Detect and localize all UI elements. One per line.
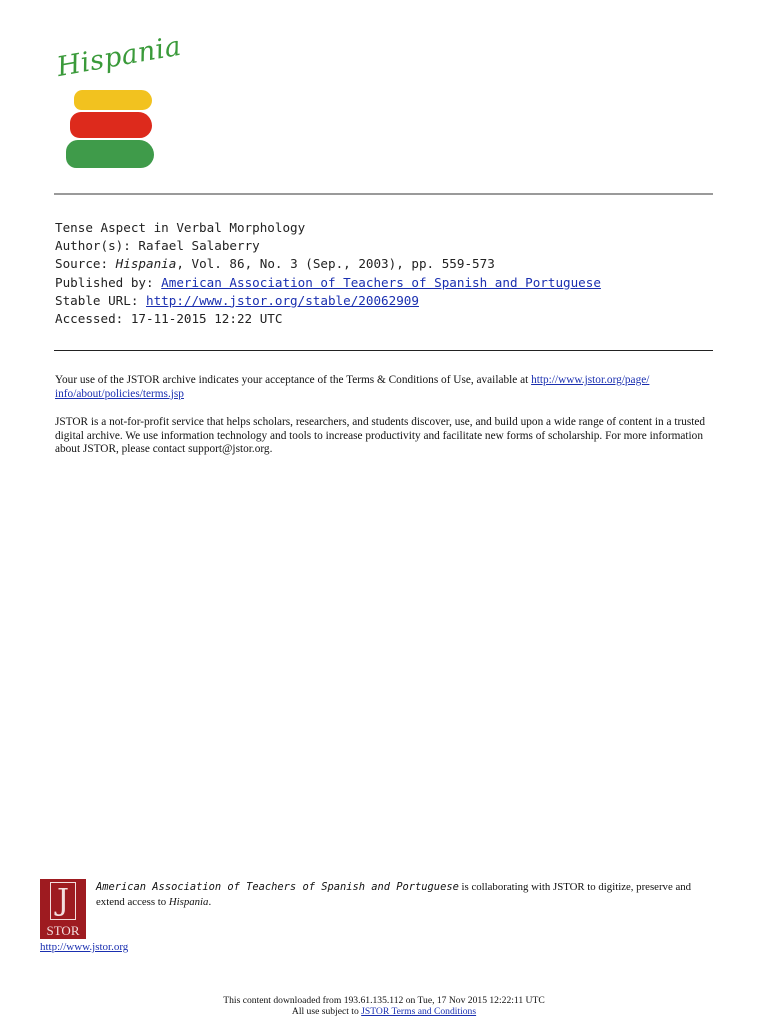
published-label: Published by: (55, 274, 154, 290)
about-jstor-paragraph: JSTOR is a not-for-profit service that helps scholars, researchers, and students discover, use, and build upon a wide range of content in a trusted digital archive. We use information technology and tools to increase productivity and facilitate new forms of scholarship. For more information about JSTOR, please contact support@jstor.org. (55, 416, 706, 456)
collab-journal: Hispania (168, 896, 209, 908)
article-title: Tense Aspect in Verbal Morphology (55, 220, 306, 235)
collab-org: American Association of Teachers of Spanish and Portuguese (96, 881, 459, 893)
jstor-logo-letter: J (50, 882, 76, 920)
collab-end: . (208, 896, 212, 908)
author-label: Author(s): (55, 238, 131, 254)
logo-stripe-red (70, 112, 152, 138)
accessed-line: Accessed: 17-11-2015 12:22 UTC (55, 311, 283, 327)
terms-text: Your use of the JSTOR archive indicates your acceptance of the Terms & Conditions of Use, available at (55, 374, 532, 386)
stable-url-link[interactable]: http://www.jstor.org/stable/20062909 (146, 292, 419, 308)
source-label: Source: (55, 256, 109, 272)
jstor-logo[interactable] (40, 879, 86, 939)
logo-stripe-green (66, 140, 154, 168)
jstor-home-link[interactable]: http://www.jstor.org (40, 941, 129, 953)
collaboration-notice (96, 880, 716, 910)
author-name: Rafael Salaberry (138, 238, 260, 254)
publisher-link[interactable]: American Association of Teachers of Spanish and Portuguese (161, 274, 601, 290)
top-divider (54, 193, 713, 195)
publisher-line (55, 274, 601, 292)
source-details: , Vol. 86, No. 3 (Sep., 2003), pp. 559-573 (176, 256, 495, 272)
collab-text: is collaborating with JSTOR to digitize, preserve and extend access to (96, 881, 692, 908)
author-line (55, 237, 601, 255)
download-footer (0, 995, 768, 1017)
footer-terms-link[interactable]: JSTOR Terms and Conditions (361, 1006, 477, 1017)
jstor-logo-text: STOR (46, 923, 80, 938)
terms-link-part2[interactable]: info/about/policies/terms.jsp (55, 387, 184, 400)
hispania-logo (54, 30, 184, 180)
logo-stripe-yellow (74, 90, 152, 110)
terms-link-part1[interactable]: http://www.jstor.org/page/ (531, 374, 650, 386)
footer-terms-line (0, 1006, 768, 1017)
stable-url-label: Stable URL: (55, 292, 139, 308)
source-journal: Hispania (115, 256, 177, 272)
middle-divider (54, 350, 713, 351)
stable-url-line (55, 292, 601, 310)
logo-wordmark: Hispania (54, 30, 184, 83)
footer-download-info: This content downloaded from 193.61.135.112 on Tue, 17 Nov 2015 12:22:11 UTC (223, 995, 545, 1006)
source-line (55, 255, 601, 273)
terms-paragraph (55, 374, 715, 401)
article-metadata (55, 219, 601, 328)
footer-terms-text: All use subject to (291, 1006, 362, 1017)
